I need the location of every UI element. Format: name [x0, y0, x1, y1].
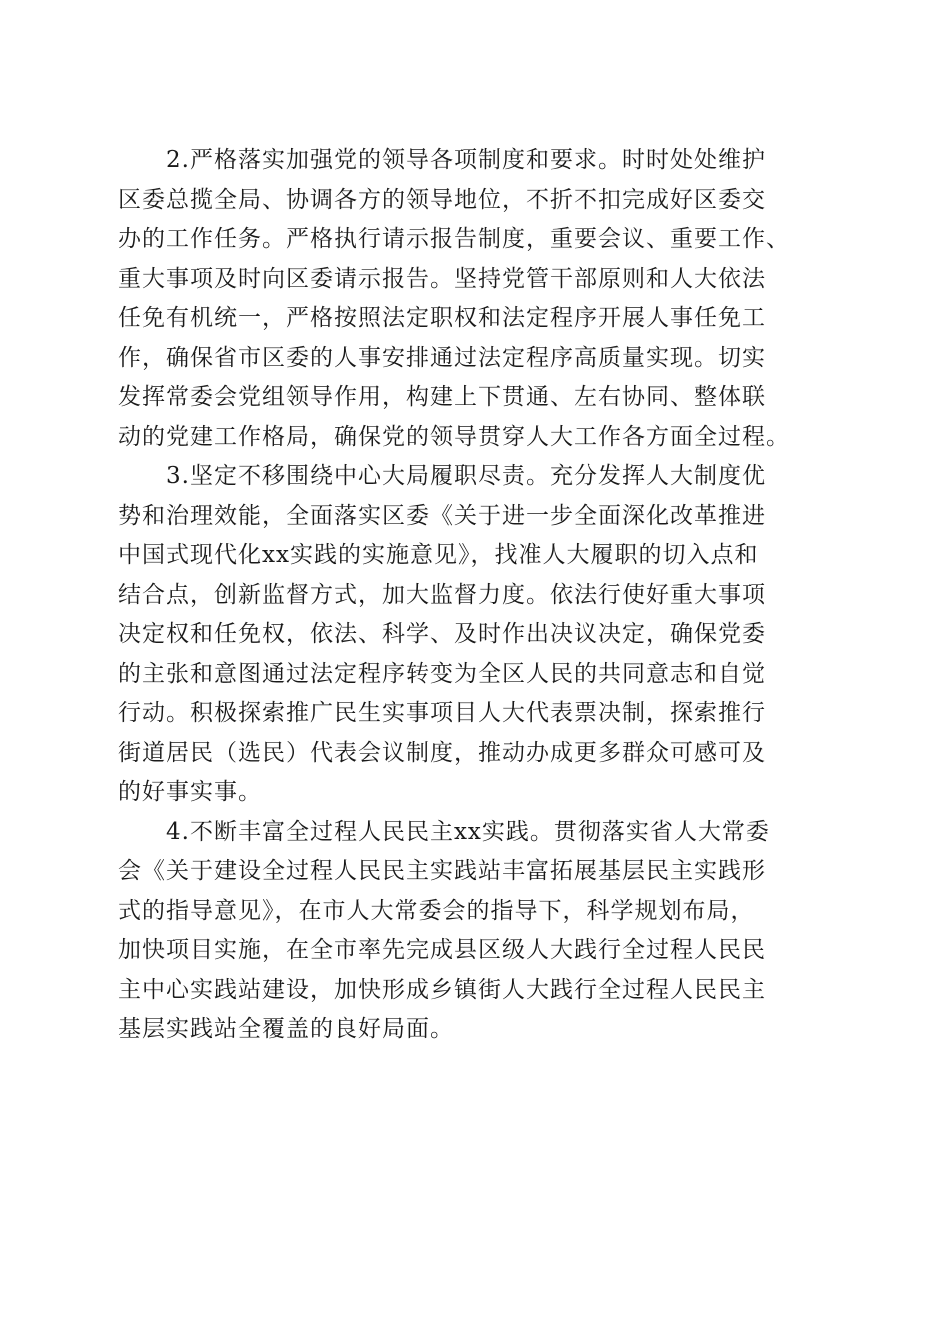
text-line: 作，确保省市区委的人事安排通过法定程序高质量实现。切实 [118, 344, 766, 371]
text-line: 街道居民（选民）代表会议制度，推动办成更多群众可感可及 [118, 739, 766, 766]
text-line: 的主张和意图通过法定程序转变为全区人民的共同意志和自觉 [118, 660, 766, 687]
text-line: 办的工作任务。严格执行请示报告制度，重要会议、重要工作、 [118, 226, 790, 252]
text-line: 动的党建工作格局，确保党的领导贯穿人大工作各方面全过程。 [118, 423, 790, 450]
text-line: 区委总揽全局、协调各方的领导地位，不折不扣完成好区委交 [118, 186, 766, 213]
text-line: 会《关于建设全过程人民民主实践站丰富拓展基层民主实践形 [118, 858, 766, 884]
text-line: 4.不断丰富全过程人民民主xx实践。贯彻落实省人大常委 [166, 818, 770, 845]
text-line: 式的指导意见》，在市人大常委会的指导下，科学规划布局， [118, 897, 755, 924]
text-line: 势和治理效能，全面落实区委《关于进一步全面深化改革推进 [118, 502, 766, 529]
paragraph-4 [118, 813, 830, 1050]
text-line: 的好事实事。 [118, 779, 262, 805]
paragraph-3 [118, 457, 830, 813]
text-line: 2.严格落实加强党的领导各项制度和要求。时时处处维护 [166, 147, 766, 173]
text-line: 任免有机统一，严格按照法定职权和法定程序开展人事任免工 [118, 305, 766, 331]
text-line: 中国式现代化xx实践的实施意见》，找准人大履职的切入点和 [118, 542, 759, 568]
text-line: 主中心实践站建设，加快形成乡镇街人大践行全过程人民民主 [118, 976, 766, 1003]
text-line: 决定权和任免权，依法、科学、及时作出决议决定，确保党委 [118, 621, 766, 647]
paragraph-2 [118, 141, 830, 457]
text-line: 行动。积极探索推广民生实事项目人大代表票决制，探索推行 [118, 700, 766, 726]
text-line: 基层实践站全覆盖的良好局面。 [118, 1016, 454, 1042]
text-line: 结合点，创新监督方式，加大监督力度。依法行使好重大事项 [118, 581, 766, 608]
text-line: 3.坚定不移围绕中心大局履职尽责。充分发挥人大制度优 [166, 463, 766, 489]
text-line: 加快项目实施，在全市率先完成县区级人大践行全过程人民民 [118, 937, 766, 963]
text-line: 重大事项及时向区委请示报告。坚持党管干部原则和人大依法 [118, 265, 766, 292]
text-line: 发挥常委会党组领导作用，构建上下贯通、左右协同、整体联 [118, 384, 766, 410]
document-body [118, 141, 830, 1050]
